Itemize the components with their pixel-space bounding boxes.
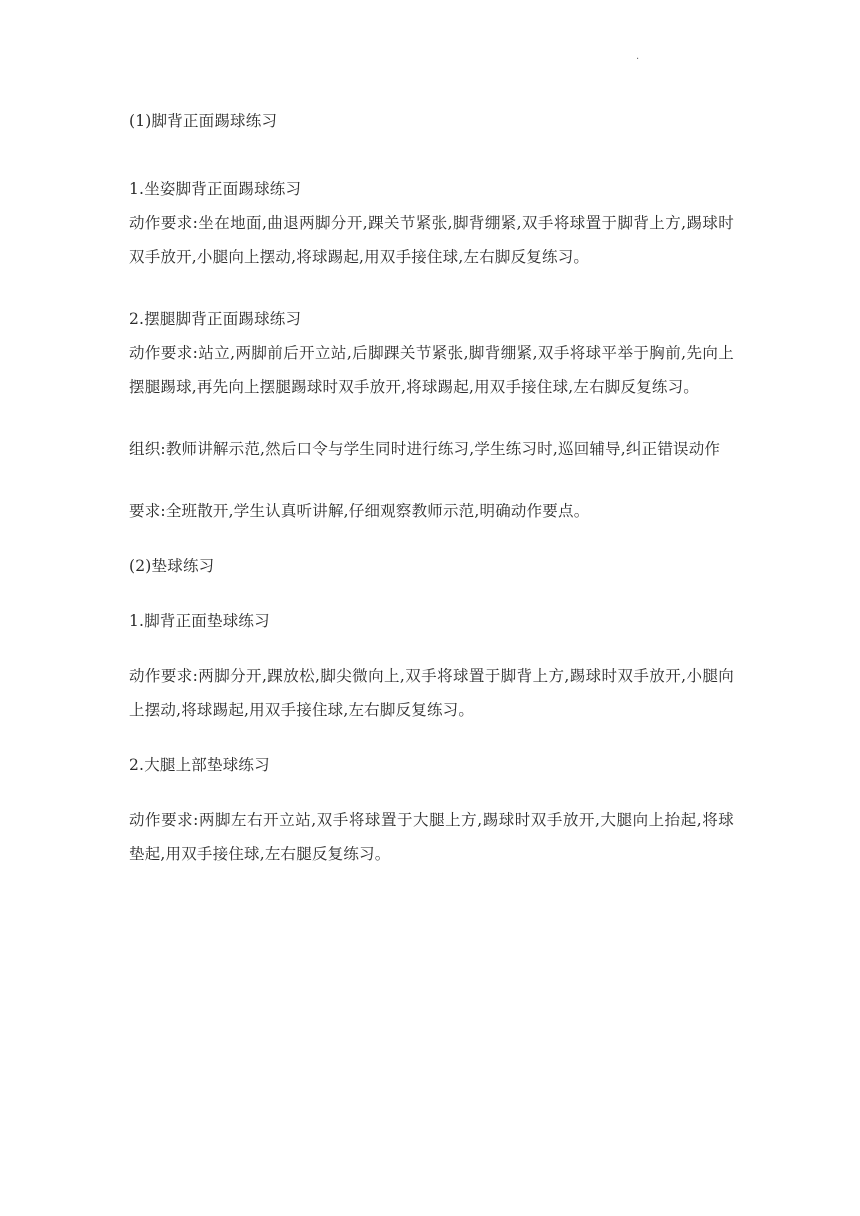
section-2-heading: (2)垫球练习 <box>129 557 215 575</box>
section-2-item-1-heading: 1.脚背正面垫球练习 <box>129 612 270 630</box>
section-2-item-1-body: 动作要求:两脚分开,踝放松,脚尖微向上,双手将球置于脚背上方,踢球时双手放开,小腿向上摆动,将球踢起,用双手接住球,左右脚反复练习。 <box>129 667 734 719</box>
section-2-item-2-heading: 2.大腿上部垫球练习 <box>129 756 270 774</box>
requirement-paragraph: 要求:全班散开,学生认真听讲解,仔细观察教师示范,明确动作要点。 <box>129 502 590 520</box>
section-1-item-2-heading: 2.摆腿脚背正面踢球练习 <box>129 310 302 328</box>
section-1-item-1-heading: 1.坐姿脚背正面踢球练习 <box>129 180 302 198</box>
organization-paragraph: 组织:教师讲解示范,然后口令与学生同时进行练习,学生练习时,巡回辅导,纠正错误动作 <box>129 440 721 458</box>
section-1-item-2-body: 动作要求:站立,两脚前后开立站,后脚踝关节紧张,脚背绷紧,双手将球平举于胸前,先向上摆腿踢球,再先向上摆腿踢球时双手放开,将球踢起,用双手接住球,左右脚反复练习。 <box>129 344 734 396</box>
header-mark: · <box>636 54 640 65</box>
document-body <box>129 104 734 871</box>
section-2-item-2-body: 动作要求:两脚左右开立站,双手将球置于大腿上方,踢球时双手放开,大腿向上抬起,将球垫起,用双手接住球,左右腿反复练习。 <box>129 811 734 863</box>
section-1-heading: (1)脚背正面踢球练习 <box>129 112 278 130</box>
section-1-item-1-body: 动作要求:坐在地面,曲退两脚分开,踝关节紧张,脚背绷紧,双手将球置于脚背上方,踢球时双手放开,小腿向上摆动,将球踢起,用双手接住球,左右脚反复练习。 <box>129 214 734 266</box>
